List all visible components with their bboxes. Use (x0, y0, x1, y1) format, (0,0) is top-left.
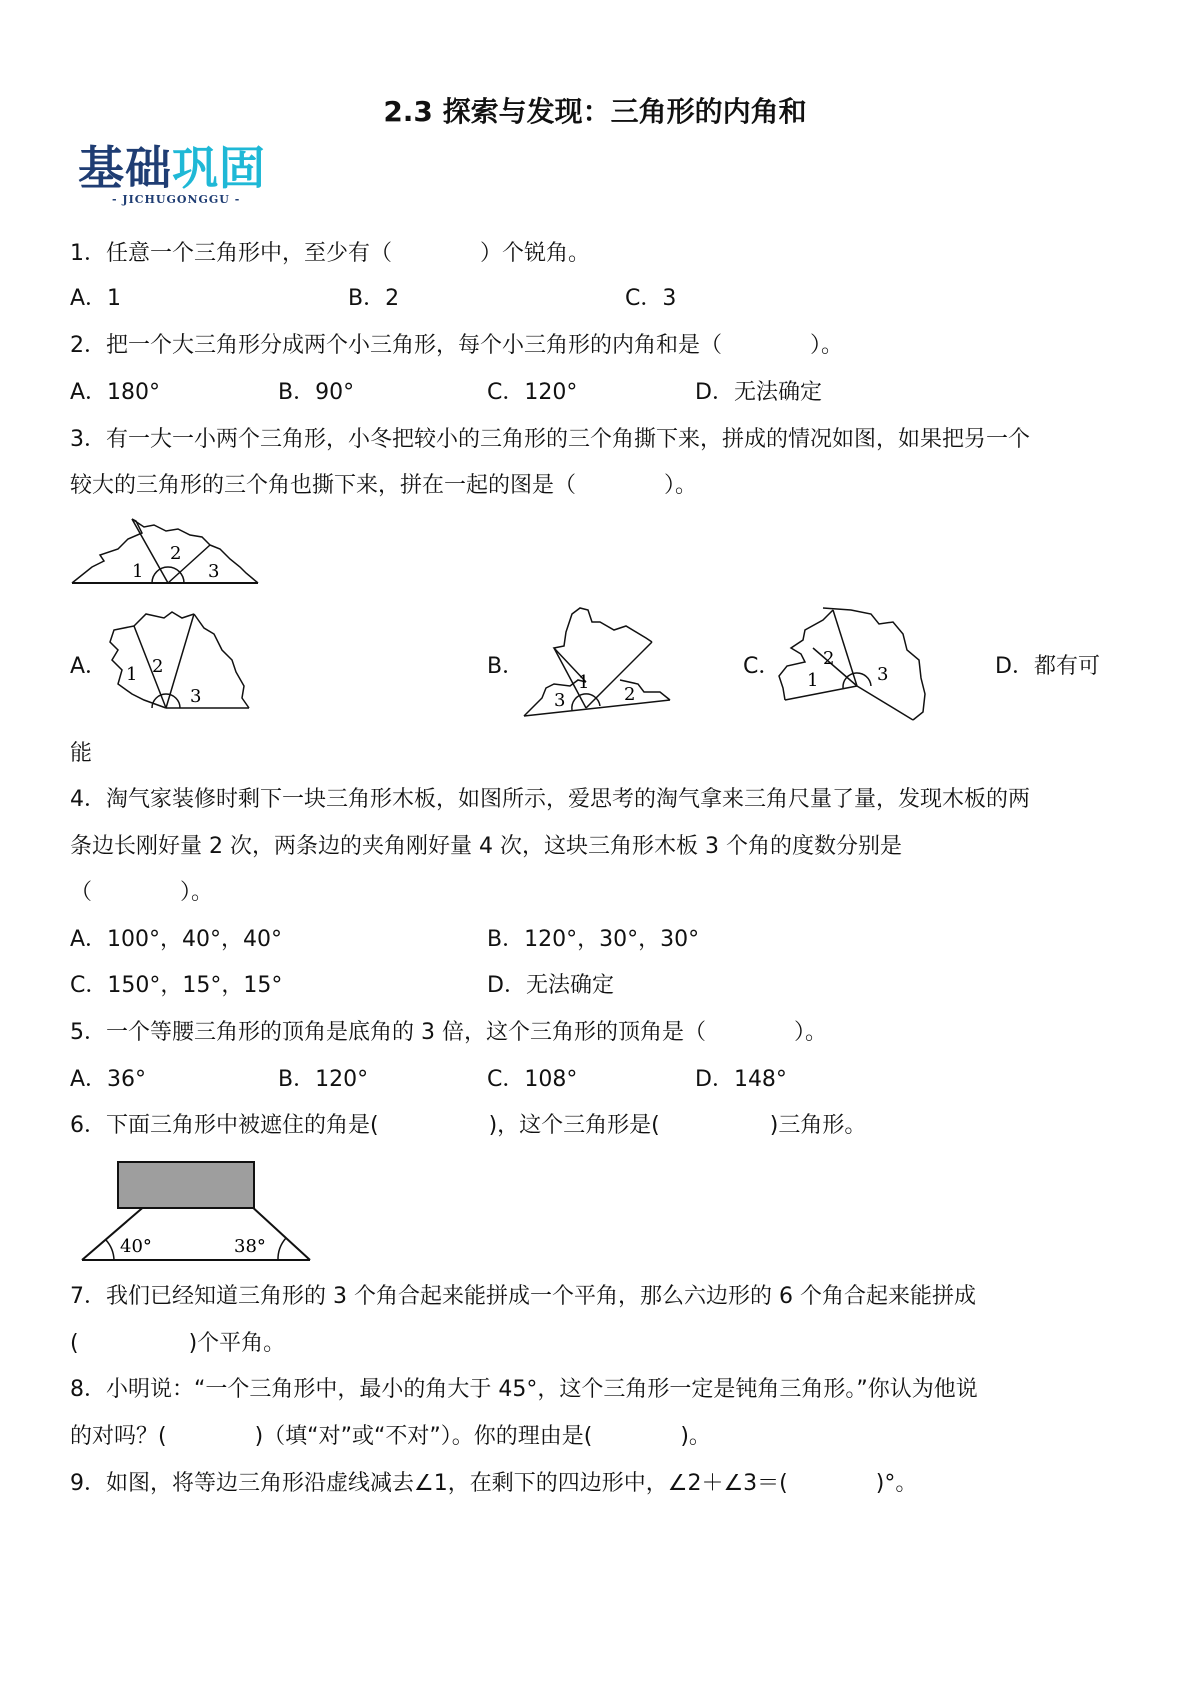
q3-option-d-continued: 能 (70, 741, 93, 766)
q3-option-b: B． (487, 654, 525, 679)
question-4-line-3: （ ）。 (70, 880, 214, 905)
question-9: 9．如图，将等边三角形沿虚线减去∠1，在剩下的四边形中，∠2＋∠3＝( )°。 (70, 1471, 918, 1496)
q3-c-label-2: 2 (823, 648, 835, 669)
q3-option-d: D．都有可 (995, 654, 1100, 679)
q1-option-b: B．2 (348, 286, 400, 311)
question-4-line-1: 4．淘气家装修时剩下一块三角形木板，如图所示，爱思考的淘气拿来三角尺量了量，发现木板的两 (70, 787, 1031, 812)
q3-option-c: C． (743, 654, 781, 679)
q3-option-a: A． (70, 654, 108, 679)
logo-subtitle: - JICHUGONGGU - (112, 193, 241, 206)
question-7-line-2: ( )个平角。 (70, 1331, 286, 1356)
q6-covered-triangle-figure (80, 1158, 312, 1264)
q3-option-c-figure (775, 600, 940, 720)
question-3-line-2: 较大的三角形的三个角也撕下来，拼在一起的图是（ ）。 (70, 473, 698, 498)
q4-option-a: A．100°，40°，40° (70, 927, 283, 952)
q2-option-c: C．120° (487, 380, 578, 405)
q3-fig-label-1: 1 (132, 561, 144, 582)
question-5: 5．一个等腰三角形的顶角是底角的 3 倍，这个三角形的顶角是（ ）。 (70, 1020, 827, 1045)
q3-a-label-3: 3 (190, 686, 202, 707)
logo-main-dark: 基础 (78, 141, 172, 195)
q3-fig-label-3: 3 (208, 561, 220, 582)
q5-option-c: C．108° (487, 1067, 578, 1092)
q3-b-label-3: 3 (554, 690, 566, 711)
question-8-line-2: 的对吗？( )（填“对”或“不对”）。你的理由是( )。 (70, 1424, 711, 1449)
question-1: 1．任意一个三角形中，至少有（ ）个锐角。 (70, 241, 590, 266)
q2-option-b: B．90° (278, 380, 355, 405)
q5-option-d: D．148° (695, 1067, 787, 1092)
q1-option-a: A．1 (70, 286, 122, 311)
q3-option-a-figure (104, 600, 254, 715)
angle-38-label: 38° (234, 1236, 266, 1257)
q3-b-label-1: 1 (578, 672, 590, 693)
q3-c-label-3: 3 (877, 664, 889, 685)
q4-option-b: B．120°，30°，30° (487, 927, 700, 952)
q3-a-label-1: 1 (126, 664, 138, 685)
q1-option-c: C．3 (625, 286, 677, 311)
q2-option-d: D．无法确定 (695, 380, 822, 405)
question-6: 6．下面三角形中被遮住的角是( )，这个三角形是( )三角形。 (70, 1113, 867, 1138)
logo-main-light: 巩固 (172, 141, 266, 195)
q2-option-a: A．180° (70, 380, 161, 405)
q3-option-b-figure (520, 600, 680, 720)
question-3-line-1: 3．有一大一小两个三角形，小冬把较小的三角形的三个角撕下来，拼成的情况如图，如果把另一个 (70, 427, 1031, 452)
q5-option-b: B．120° (278, 1067, 369, 1092)
angle-40-label: 40° (120, 1236, 152, 1257)
q3-a-label-2: 2 (152, 656, 164, 677)
q4-option-d: D．无法确定 (487, 973, 614, 998)
cover-rectangle (118, 1162, 254, 1208)
q4-option-c: C．150°，15°，15° (70, 973, 283, 998)
section-logo (78, 142, 298, 212)
question-4-line-2: 条边长刚好量 2 次，两条边的夹角刚好量 4 次，这块三角形木板 3 个角的度数分别是 (70, 834, 902, 859)
q5-option-a: A．36° (70, 1067, 147, 1092)
page-title: 2.3 探索与发现：三角形的内角和 (383, 95, 807, 128)
question-2: 2．把一个大三角形分成两个小三角形，每个小三角形的内角和是（ ）。 (70, 333, 843, 358)
question-7-line-1: 7．我们已经知道三角形的 3 个角合起来能拼成一个平角，那么六边形的 6 个角合起来能拼成 (70, 1284, 976, 1309)
q3-b-label-2: 2 (624, 684, 636, 705)
q3-small-triangle-figure (70, 515, 260, 585)
q3-fig-label-2: 2 (170, 543, 182, 564)
q3-c-label-1: 1 (807, 670, 819, 691)
question-8-line-1: 8．小明说：“一个三角形中，最小的角大于 45°，这个三角形一定是钝角三角形。”你认为他说 (70, 1377, 978, 1402)
